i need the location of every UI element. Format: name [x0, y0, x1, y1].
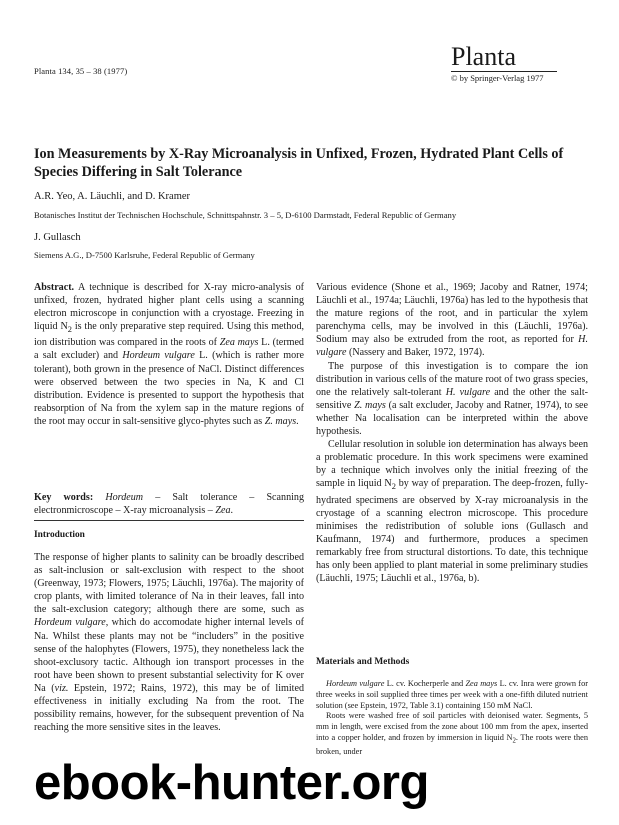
methods-heading: Materials and Methods [316, 657, 410, 667]
abstract-species: Z. mays [264, 415, 297, 427]
abstract-end: . [296, 415, 299, 427]
keyword: Hordeum [105, 492, 144, 503]
body-n2: N [384, 478, 392, 490]
methods-species: Hordeum vulgare [326, 679, 385, 688]
body-text: The purpose of this investigation is to compare the ion distribution in various cells of the mature root of two grass species, one the relatively salt-tolerant [316, 360, 588, 398]
body-n2-sub: 2 [391, 482, 396, 492]
journal-name: Planta [451, 42, 516, 71]
methods-text-run: Roots were washed free of soil particles with deionised water. Segments, 5 mm in length, were excised from the zone about 100 mm from the apex, inserted into a copper holder, and frozen by immersion in liquid [316, 711, 588, 742]
affiliation-1: Botanisches Institut der Technischen Hochschule, Schnittspahnstr. 3 – 5, D-6100 Darmstadt, Federal Republic of Germany [34, 210, 457, 220]
journal-masthead [451, 44, 557, 83]
abstract-n2-sub: 2 [67, 325, 72, 335]
paper-title: Ion Measurements by X-Ray Microanalysis in Unfixed, Frozen, Hydrated Plant Cells of Species Differing in Salt Tolerance [34, 146, 564, 180]
abstract-species: Hordeum vulgare [122, 350, 195, 362]
body-text: and the other the salt-sensitive [316, 386, 588, 411]
body-species: H. vulgare [445, 386, 491, 398]
author-list-2: J. Gullasch [34, 232, 81, 243]
body-text: (a salt excluder, Jacoby and Ratner, 1974), to see whether Na localisation can be interpreted within the above hypothesis. [316, 399, 589, 438]
masthead-rule [451, 71, 557, 72]
author-list-1: A.R. Yeo, A. Läuchli, and D. Kramer [34, 191, 191, 202]
keywords-label: Key words: [34, 492, 94, 503]
methods-n2: N [506, 732, 513, 742]
methods-text-run: . The roots were then broken, under [316, 732, 588, 757]
abstract-text: A technique is described for X-ray micro-analysis of unfixed, frozen, hydrated higher plant cells using a scanning electron microscope in conjunction with a cryostage. Freezing in liquid [34, 282, 304, 333]
body-species: Z. mays [354, 399, 386, 411]
abstract [34, 281, 304, 428]
intro-text: The response of higher plants to salinity can be broadly described as salt-inclusion or salt-exclusion with respect to the shoot (Greenway, 1973; Flowers, 1975; Läuchli, 1976a). The majority of crop plants, with limited tolerance of Na in their leaves, fall into the salt-exclusion category; although there are some, such as [34, 552, 304, 616]
body-text: Various evidence (Shone et al., 1969; Jacoby and Ratner, 1974; Läuchli et al., 1974a; Läuchli, 1976a) has led to the hypothesis that the mature regions of the root, and in particular the xylem parenchyma cells, may be involved in this (Läuchli, 1976a). Sodium may also be extruded from the root, as reported for [316, 282, 588, 346]
methods-text [316, 679, 588, 758]
abstract-text: L. (termed a salt excluder) and [34, 337, 304, 362]
methods-text-run: L. cv. Inra were grown for three weeks in soil supplied three times per week with a one-fifth diluted nutrient solution (see Epstein, 1972, Table 3.1) containing 150 mM NaCl. [316, 679, 588, 710]
body-text: Cellular resolution in soluble ion determination has always been a problematic procedure. In this work specimens were examined by a technique which involves only the initial freezing of the sample in liquid [316, 439, 588, 490]
body-text: by way of preparation. The deep-frozen, fully-hydrated specimens are observed by X-ray microanalysis in the cryostage of a scanning electron microscope. This procedure minimises the redistribution of soluble ions (Gullasch and Kaufmann, 1974) and furthermore, produces a specimen remarkably free from structural distortions. To date, this technique has only been applied to plant material in some preliminary studies (Läuchli, 1975; Läuchli et al., 1976a, b). [316, 478, 588, 585]
abstract-species: Zea mays [219, 337, 259, 349]
keyword: – Salt tolerance – Scanning electronmicroscope – X-ray microanalysis – [34, 492, 305, 517]
abstract-n2: N [60, 321, 68, 333]
watermark: ebook-hunter.org [34, 756, 429, 810]
intro-viz: viz. [54, 682, 69, 694]
affiliation-2: Siemens A.G., D-7500 Karlsruhe, Federal Republic of Germany [34, 250, 255, 260]
keywords-end: . [230, 505, 234, 517]
section-divider [34, 520, 304, 521]
keyword: Zea [215, 505, 231, 517]
abstract-text: L. (which is rather more tolerant), both grown in the presence of NaCl. Distinct differences were observed between the two species in Na, K and Cl distribution. Evidence is presented to support the hypothesis that reabsorption of Na from the xylem sap in the mature regions of the root may occur in salt-sensitive glyco-phytes such as [34, 350, 305, 427]
keywords [34, 491, 304, 517]
journal-citation: Planta 134, 35 – 38 (1977) [34, 66, 128, 76]
intro-species: Hordeum vulgare [34, 617, 106, 629]
intro-text: , which do accomodate higher internal levels of Na. Whilst these plants may not be “includers” in the positive sense of the halophytes (Flowers, 1975), they nonetheless lack the shoot-exclusory tactic. Although ion transport processes in the root have been shown to present substantial selectivity for K over Na ( [34, 617, 304, 694]
right-column-text [316, 281, 588, 585]
methods-text-run: L. cv. Kocherperle and [386, 679, 464, 688]
abstract-text: is the only preparative step required. Using this method, ion distribution was compared in the roots of [34, 321, 305, 349]
introduction-heading: Introduction [34, 530, 85, 540]
body-species: H. vulgare [316, 334, 588, 359]
methods-n2-sub: 2 [512, 737, 516, 745]
copyright-line: © by Springer-Verlag 1977 [451, 73, 544, 83]
abstract-label: Abstract. [34, 282, 75, 293]
intro-text: Epstein, 1972; Rains, 1972), this may be of limited effectiveness in initially excluding Na from the root. The possibility remains, however, for the subsequent prevention of Na reaching the more sensitive sites in the leaves. [34, 682, 304, 734]
introduction-text [34, 551, 304, 734]
methods-species: Zea mays [465, 679, 498, 688]
body-text: (Nassery and Baker, 1972, 1974). [346, 347, 485, 359]
